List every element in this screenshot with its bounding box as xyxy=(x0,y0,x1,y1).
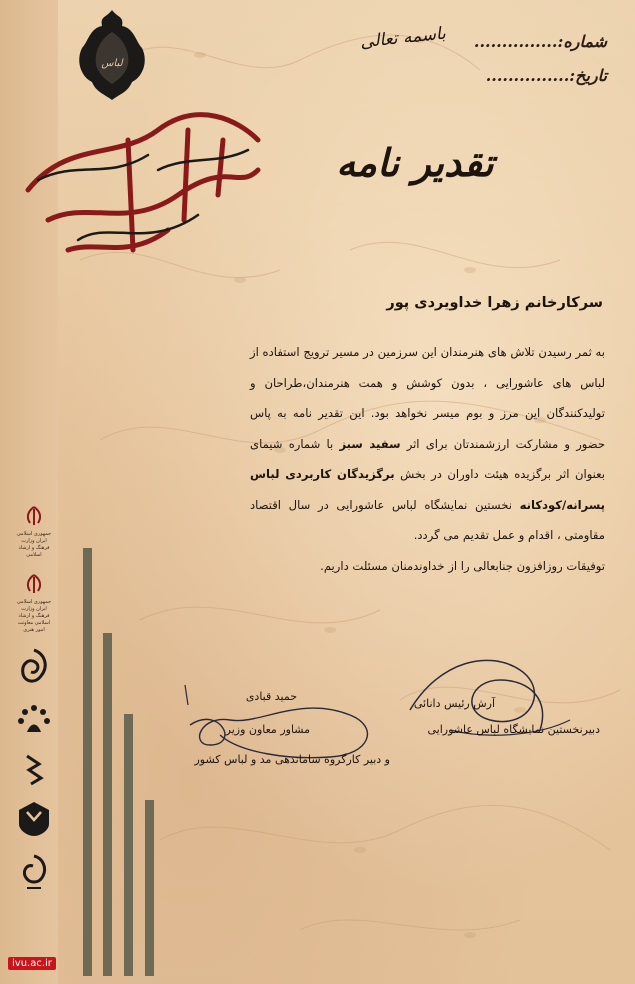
bar-4 xyxy=(145,800,154,976)
right-signer-title: دبیرنخستین نمایشگاه لباس عاشورایی xyxy=(427,723,600,736)
left-signer-name: حمید قبادی xyxy=(245,690,297,703)
exhibition-calligraphy-logo xyxy=(8,100,268,280)
emblem-icon xyxy=(72,8,152,103)
body-paragraph-2: با شماره شیمای بعنوان اثر برگزیده هیئت داوران در بخش xyxy=(250,436,606,481)
bird-logo-icon xyxy=(17,852,51,894)
bar-2 xyxy=(103,633,112,976)
left-signer-title-2: و دبیر کارگروه ساماندهی مد و لباس کشور xyxy=(194,753,390,766)
exhibition-logo-text: نخستین نمایشگاه لباس عاشورایی xyxy=(130,276,146,277)
number-field: شماره:............... xyxy=(473,32,607,51)
flower-logo-icon xyxy=(17,702,51,738)
body-paragraph-1: به ثمر رسیدن تلاش های هنرمندان این سرزمین در مسیر ترویج استفاده از لباس های عاشورایی ، بدون کوشش و همت هنرمندان،طراحان و تولیدکنندگان این مرز و بوم میسر نخواهد بود. این تقدیر نامه به پاس حضور و مشارکت ارزشمندتان برای اثر xyxy=(250,345,606,451)
bar-1 xyxy=(83,548,92,976)
svg-text:لباس: لباس xyxy=(101,58,123,69)
logo-2-caption: جمهوری اسلامی ایران وزارت فرهنگ و ارشاد اسلامی معاونت امور هنری xyxy=(16,599,52,633)
left-signer-title-1: مشاور معاون وزیر xyxy=(225,723,310,736)
logo-1-caption: جمهوری اسلامی ایران وزارت فرهنگ و ارشاد اسلامی xyxy=(16,531,52,558)
date-field: تاریخ:............... xyxy=(485,66,607,85)
page-title: تقدیر نامه xyxy=(336,140,494,185)
shield-logo-icon xyxy=(15,800,53,838)
right-signer-name: آرش رئیس دانائی xyxy=(413,697,495,710)
certificate-body xyxy=(250,337,605,581)
calligraphy-logo-icon xyxy=(21,752,47,786)
closing-line: توفیقات روزافزون جنابعالی را از خداوندمنان مسئلت داریم. xyxy=(320,558,605,573)
iran-emblem-icon-2 xyxy=(22,573,46,595)
watermark-badge: ivu.ac.ir xyxy=(8,957,56,970)
work-title: سفید سبز xyxy=(339,436,401,451)
bar-3 xyxy=(124,714,133,976)
iran-emblem-icon xyxy=(22,505,46,527)
ribbon-logo-icon xyxy=(17,648,51,688)
sponsor-logos xyxy=(14,505,54,908)
recipient-name: سرکارخانم زهرا خداویردی پور xyxy=(386,295,603,311)
body-paragraph-3: نخستین نمایشگاه لباس عاشورایی در سال اقتصاد مقاومتی ، اقدام و عمل تقدیم می گردد. xyxy=(250,497,605,542)
bismillah: باسمه تعالی xyxy=(359,23,447,53)
award-category: برگزیدگان کاربردی لباس پسرانه/کودکانه xyxy=(250,467,605,512)
